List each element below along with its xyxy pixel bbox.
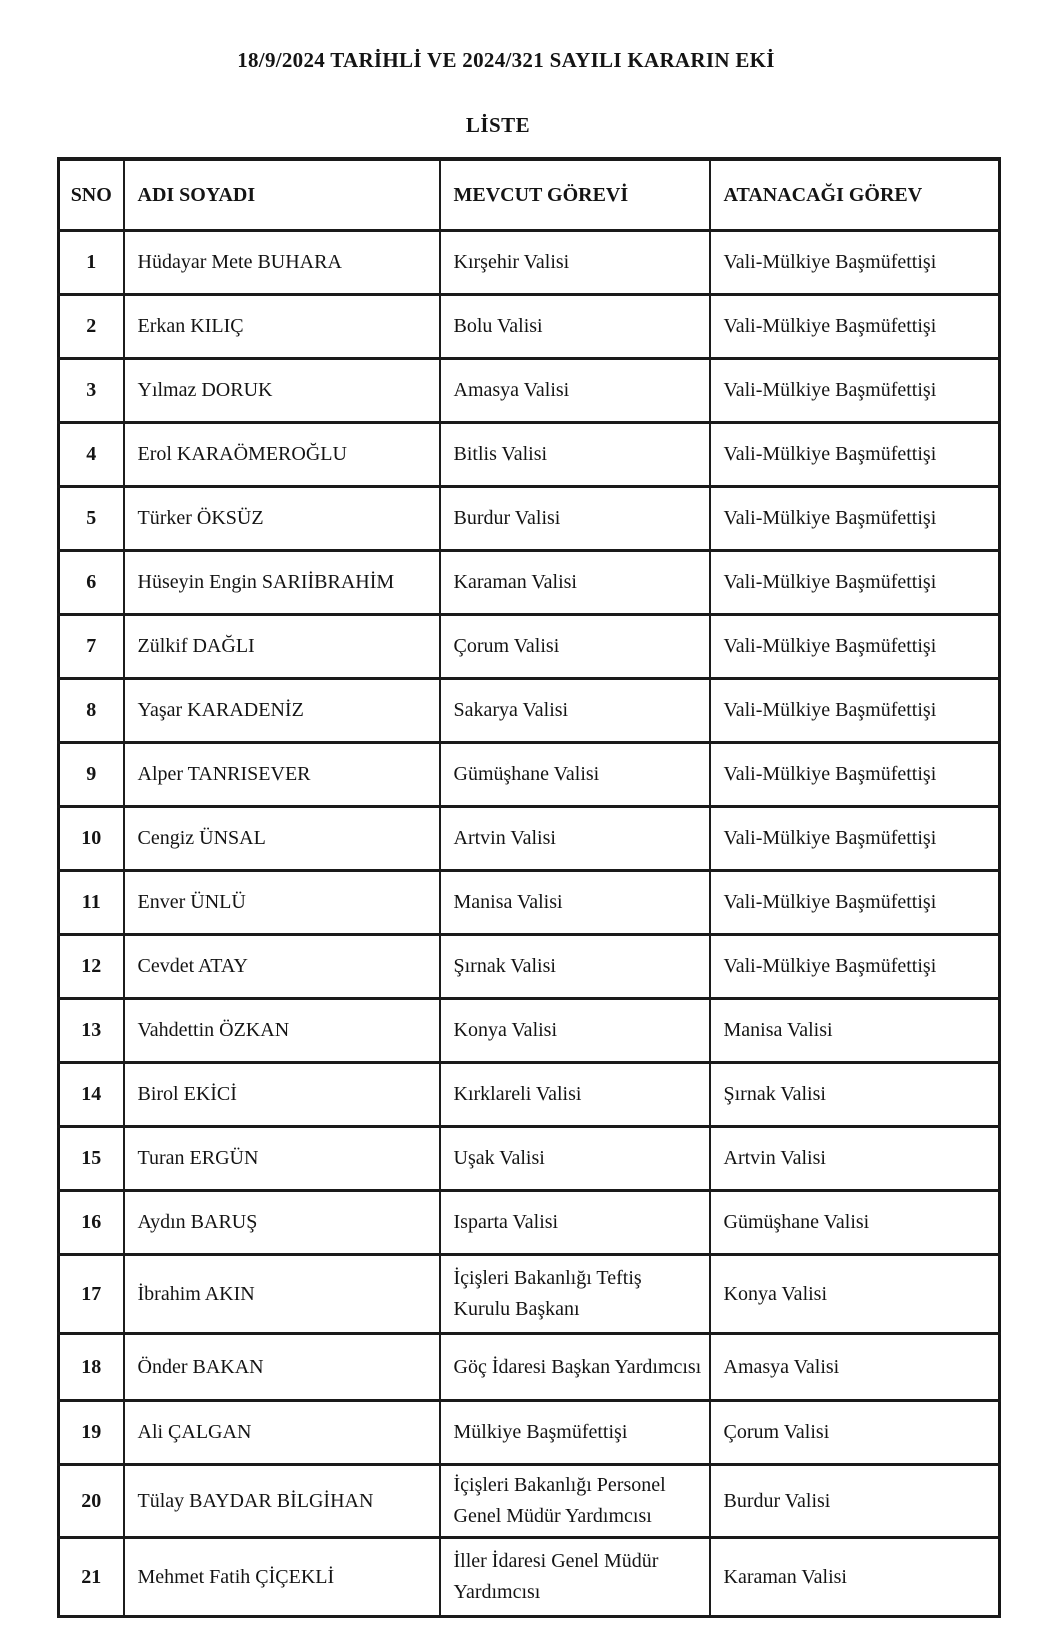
- row-current-duty: İçişleri Bakanlığı Teftiş Kurulu Başkanı: [440, 1255, 710, 1334]
- row-assigned-duty: Vali-Mülkiye Başmüfettişi: [710, 615, 1000, 679]
- row-current-duty: Sakarya Valisi: [440, 679, 710, 743]
- table-row: [59, 935, 1000, 999]
- row-assigned-duty: Vali-Mülkiye Başmüfettişi: [710, 359, 1000, 423]
- row-name: Erol KARAÖMEROĞLU: [124, 423, 440, 487]
- row-assigned-duty: Vali-Mülkiye Başmüfettişi: [710, 231, 1000, 295]
- row-sno: 10: [59, 807, 124, 871]
- row-current-duty: Konya Valisi: [440, 999, 710, 1063]
- row-sno: 1: [59, 231, 124, 295]
- row-name: Türker ÖKSÜZ: [124, 487, 440, 551]
- row-assigned-duty: Vali-Mülkiye Başmüfettişi: [710, 743, 1000, 807]
- row-current-duty: Bitlis Valisi: [440, 423, 710, 487]
- row-sno: 4: [59, 423, 124, 487]
- row-sno: 8: [59, 679, 124, 743]
- row-sno: 21: [59, 1538, 124, 1617]
- row-assigned-duty: Vali-Mülkiye Başmüfettişi: [710, 679, 1000, 743]
- row-assigned-duty: Vali-Mülkiye Başmüfettişi: [710, 935, 1000, 999]
- row-name: Önder BAKAN: [124, 1334, 440, 1401]
- table-row: [59, 615, 1000, 679]
- table-row: [59, 1127, 1000, 1191]
- row-assigned-duty: Manisa Valisi: [710, 999, 1000, 1063]
- header-sno: SNO: [59, 159, 124, 231]
- row-assigned-duty: Vali-Mülkiye Başmüfettişi: [710, 807, 1000, 871]
- row-sno: 12: [59, 935, 124, 999]
- row-name: Hüdayar Mete BUHARA: [124, 231, 440, 295]
- row-sno: 15: [59, 1127, 124, 1191]
- row-current-duty: İller İdaresi Genel Müdür Yardımcısı: [440, 1538, 710, 1617]
- row-assigned-duty: Çorum Valisi: [710, 1401, 1000, 1465]
- row-sno: 14: [59, 1063, 124, 1127]
- row-name: Hüseyin Engin SARIİBRAHİM: [124, 551, 440, 615]
- header-current-duty: MEVCUT GÖREVİ: [440, 159, 710, 231]
- table-row: [59, 359, 1000, 423]
- table-row: [59, 423, 1000, 487]
- row-name: Zülkif DAĞLI: [124, 615, 440, 679]
- row-assigned-duty: Burdur Valisi: [710, 1465, 1000, 1538]
- document-subtitle: LİSTE: [465, 113, 531, 137]
- row-assigned-duty: Vali-Mülkiye Başmüfettişi: [710, 423, 1000, 487]
- row-sno: 19: [59, 1401, 124, 1465]
- row-current-duty: İçişleri Bakanlığı Personel Genel Müdür Yardımcısı: [440, 1465, 710, 1538]
- row-sno: 16: [59, 1191, 124, 1255]
- table-row: [59, 679, 1000, 743]
- row-sno: 18: [59, 1334, 124, 1401]
- table-row: [59, 551, 1000, 615]
- row-current-duty: Kırşehir Valisi: [440, 231, 710, 295]
- row-current-duty: Gümüşhane Valisi: [440, 743, 710, 807]
- row-assigned-duty: Konya Valisi: [710, 1255, 1000, 1334]
- table-row: [59, 295, 1000, 359]
- row-sno: 17: [59, 1255, 124, 1334]
- appointments-table: [57, 157, 1001, 1618]
- row-current-duty: Kırklareli Valisi: [440, 1063, 710, 1127]
- row-name: Vahdettin ÖZKAN: [124, 999, 440, 1063]
- header-name: ADI SOYADI: [124, 159, 440, 231]
- table-row: [59, 1191, 1000, 1255]
- table-row: [59, 1465, 1000, 1538]
- table-row: [59, 807, 1000, 871]
- table-row: [59, 871, 1000, 935]
- row-assigned-duty: Şırnak Valisi: [710, 1063, 1000, 1127]
- row-current-duty: Burdur Valisi: [440, 487, 710, 551]
- row-sno: 20: [59, 1465, 124, 1538]
- row-current-duty: Manisa Valisi: [440, 871, 710, 935]
- table-row: [59, 1063, 1000, 1127]
- row-name: Aydın BARUŞ: [124, 1191, 440, 1255]
- row-sno: 6: [59, 551, 124, 615]
- table-row: [59, 1401, 1000, 1465]
- table-row: [59, 1538, 1000, 1617]
- row-name: Yaşar KARADENİZ: [124, 679, 440, 743]
- row-sno: 5: [59, 487, 124, 551]
- row-sno: 7: [59, 615, 124, 679]
- row-assigned-duty: Vali-Mülkiye Başmüfettişi: [710, 551, 1000, 615]
- row-name: Turan ERGÜN: [124, 1127, 440, 1191]
- row-name: Ali ÇALGAN: [124, 1401, 440, 1465]
- row-name: Alper TANRISEVER: [124, 743, 440, 807]
- row-current-duty: Amasya Valisi: [440, 359, 710, 423]
- row-name: İbrahim AKIN: [124, 1255, 440, 1334]
- row-name: Cengiz ÜNSAL: [124, 807, 440, 871]
- row-assigned-duty: Amasya Valisi: [710, 1334, 1000, 1401]
- row-assigned-duty: Artvin Valisi: [710, 1127, 1000, 1191]
- row-name: Birol EKİCİ: [124, 1063, 440, 1127]
- row-assigned-duty: Vali-Mülkiye Başmüfettişi: [710, 487, 1000, 551]
- row-name: Yılmaz DORUK: [124, 359, 440, 423]
- row-current-duty: Isparta Valisi: [440, 1191, 710, 1255]
- row-current-duty: Karaman Valisi: [440, 551, 710, 615]
- table-row: [59, 1255, 1000, 1334]
- row-current-duty: Uşak Valisi: [440, 1127, 710, 1191]
- table-row: [59, 487, 1000, 551]
- row-assigned-duty: Vali-Mülkiye Başmüfettişi: [710, 871, 1000, 935]
- table-row: [59, 231, 1000, 295]
- table-row: [59, 743, 1000, 807]
- row-current-duty: Bolu Valisi: [440, 295, 710, 359]
- row-current-duty: Artvin Valisi: [440, 807, 710, 871]
- row-name: Mehmet Fatih ÇİÇEKLİ: [124, 1538, 440, 1617]
- row-name: Erkan KILIÇ: [124, 295, 440, 359]
- row-name: Enver ÜNLÜ: [124, 871, 440, 935]
- row-current-duty: Şırnak Valisi: [440, 935, 710, 999]
- row-name: Tülay BAYDAR BİLGİHAN: [124, 1465, 440, 1538]
- row-sno: 13: [59, 999, 124, 1063]
- row-assigned-duty: Vali-Mülkiye Başmüfettişi: [710, 295, 1000, 359]
- row-current-duty: Çorum Valisi: [440, 615, 710, 679]
- table-row: [59, 1334, 1000, 1401]
- table-row: [59, 999, 1000, 1063]
- row-sno: 2: [59, 295, 124, 359]
- header-assigned-duty: ATANACAĞI GÖREV: [710, 159, 1000, 231]
- row-assigned-duty: Gümüşhane Valisi: [710, 1191, 1000, 1255]
- row-current-duty: Mülkiye Başmüfettişi: [440, 1401, 710, 1465]
- row-name: Cevdet ATAY: [124, 935, 440, 999]
- row-assigned-duty: Karaman Valisi: [710, 1538, 1000, 1617]
- row-current-duty: Göç İdaresi Başkan Yardımcısı: [440, 1334, 710, 1401]
- row-sno: 9: [59, 743, 124, 807]
- row-sno: 3: [59, 359, 124, 423]
- row-sno: 11: [59, 871, 124, 935]
- table-header-row: [59, 159, 1000, 231]
- document-title: 18/9/2024 TARİHLİ VE 2024/321 SAYILI KARARIN EKİ: [237, 48, 775, 72]
